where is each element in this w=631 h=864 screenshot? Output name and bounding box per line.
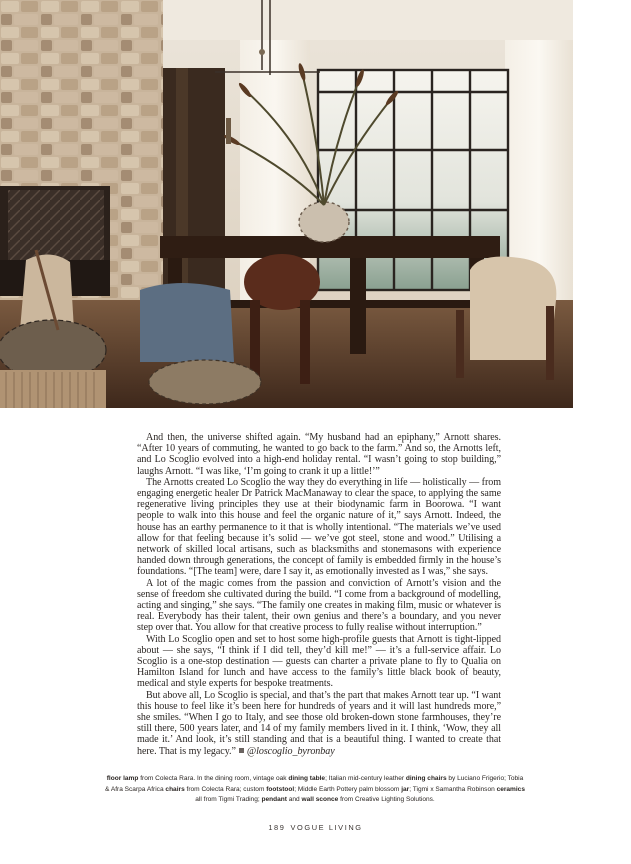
article-paragraph-last: [137, 690, 501, 757]
credit-text: ; Italian mid-century leather: [325, 775, 406, 782]
instagram-handle: @loscoglio_byronbay: [246, 745, 335, 757]
credit-item: footstool: [266, 785, 295, 793]
interior-photo: [0, 0, 573, 408]
credit-text: ; Middle Earth Pottery palm blossom: [294, 785, 402, 793]
credit-item: floor lamp: [106, 775, 139, 782]
dining-room-illustration: [0, 0, 573, 408]
credit-text: from Colecta Rara. In the dining room, vintage oak: [138, 775, 289, 782]
credit-item: jar: [401, 785, 410, 793]
credit-item: ceramics: [496, 785, 525, 793]
credit-item: chairs: [165, 785, 185, 793]
article-paragraph: And then, the universe shifted again. “My husband had an epiphany,” Arnott shares. “After 10 years of commuting, he wanted to go back to the farm.” And so, the Arnotts left, and Lo Scoglio evolved into a high-end holiday rental. “I wasn’t going to stop building,” laughs Arnott. “I was like, ‘I’m going to crank it up a little!’”: [137, 432, 501, 477]
article-paragraph: The Arnotts created Lo Scoglio the way they do everything in life — holistically — from engaging energetic healer Dr Patrick MacManaway to clear the space, to applying the same regenerative living principles they use at their biodynamic farm in Boorowa. “I want people to walk into this house and feel the organic nature of it,” says Arnott. Indeed, the house has an earthy permanence to it that is wholly intentional. “The materials we’ve used allow for that feeling because it’s solid — we’ve got steel, stone and wood.” Utilising a network of skilled local artisans, such as blacksmiths and stonemasons with experience handed down through generations, the concept of family is embedded firmly in the house’s foundations. “[The team] were, dare I say it, as emotionally invested as I was,” she says.: [137, 476, 501, 578]
article-body: [137, 432, 501, 757]
page-folio: [0, 823, 631, 832]
magazine-name: VOGUE LIVING: [290, 823, 363, 832]
credit-text: from Creative Lighting Solutions.: [338, 796, 435, 804]
article-paragraph: With Lo Scoglio open and set to host some high-profile guests that Arnott is tight-lipped about — she says, “I think if I did tell, they’d kill me!” — it’s a full-service affair. Lo Scoglio is a one-stop destination — guests can charter a private plane to fly to Qualia on Hamilton Island for lunch and have access to the family’s little black book of beauty, medical and style experts for bespoke treatments.: [137, 633, 501, 690]
end-mark-icon: [239, 748, 244, 753]
credit-text: from Colecta Rara; custom: [184, 785, 267, 793]
credit-item: dining table: [288, 775, 326, 782]
article-paragraph-text: But above all, Lo Scoglio is special, and that’s the part that makes Arnott tear up. “I want this house to feel like it’s been here for hundreds of years and it will last hundreds more,” she smiles. “When I go to Italy, and see those old broken-down stone farmhouses, they’re still there, 500 years later, and 14 of my family members lived in it. I think, ‘Wow, they all made it.’ And look, it’s still standing and that is a beautiful thing. I wanted to create that here. That is my legacy.”: [137, 689, 501, 757]
credit-text: ; Tigmi x Samantha Robinson: [409, 785, 497, 793]
credit-text: by Luciano Frigerio; Tobia & Afra Scarpa Africa: [105, 775, 524, 793]
credit-text: all from Tigmi Trading;: [195, 796, 262, 804]
article-paragraph: A lot of the magic comes from the passion and conviction of Arnott’s vision and the sense of freedom she cultivated during the build. “I come from a background of modelling, acting and singing,” she says. “The family one creates in making film, music or whatever is real. Everybody has their talent, their own genius and there’s a boundary, and you never step over that. You allow for that creative process to fully realise without interruption.”: [137, 577, 501, 634]
credit-item: dining chairs: [405, 775, 447, 782]
page-number: 189: [268, 823, 286, 832]
credit-item: wall sconce: [301, 796, 339, 804]
credit-text: and: [286, 796, 302, 804]
photo-credits: [105, 774, 525, 806]
credit-item: pendant: [261, 796, 287, 804]
